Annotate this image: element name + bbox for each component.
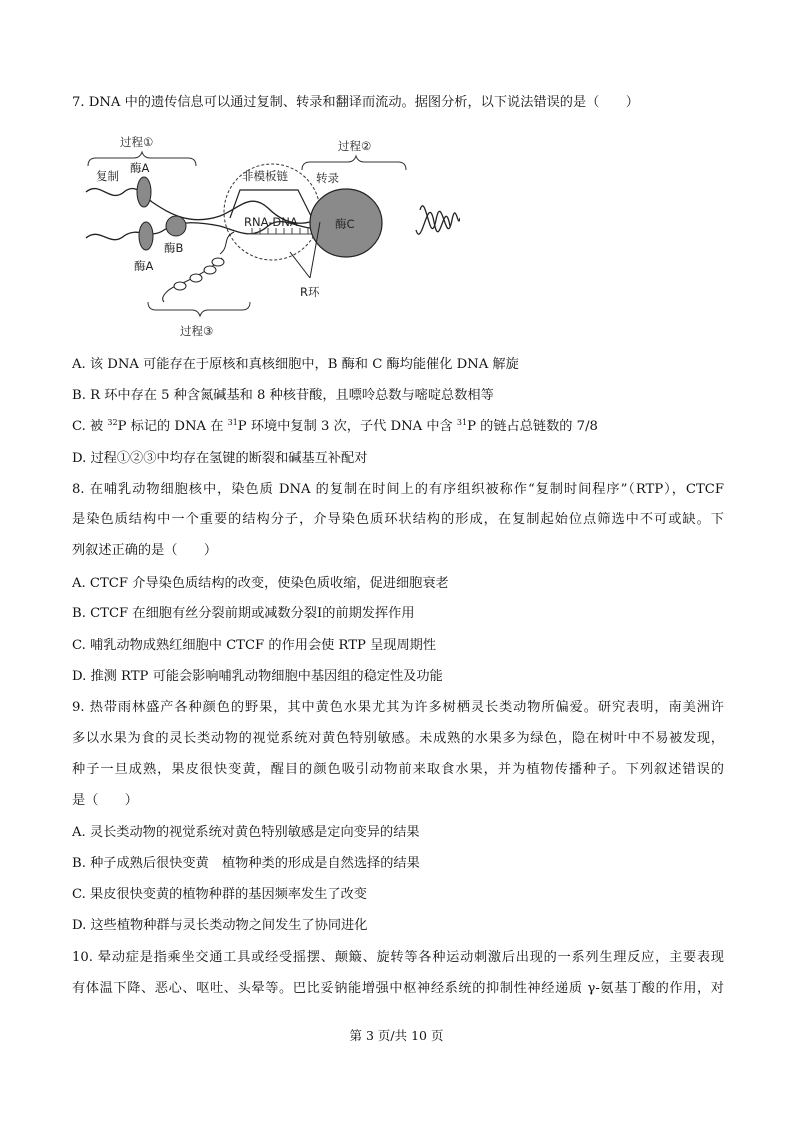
q8-option-c: C. 哺乳动物成熟红细胞中 CTCF 的作用会使 RTP 呈现周期性 [72,638,437,653]
q7-option-d: D. 过程①②③中均存在氢键的断裂和碱基互补配对 [72,451,368,466]
rna-dna-label: RNA-DNA [244,215,298,229]
q7-diagram [80,130,460,340]
process3-bracket [148,302,250,316]
enzyme-a-bottom-label: 酶A [134,259,154,273]
mrna-connector [220,232,234,254]
process1-label: 过程① [120,135,154,149]
q9-stem-line2: 多以水果为食的灵长类动物的视觉系统对黄色特别敏感。未成熟的水果多为绿色，隐在树叶中不易被发现， [72,731,724,746]
ribosomes [174,258,224,290]
enzyme-a-bottom-shape [139,222,153,250]
process2-label: 过程② [338,139,372,153]
q10-stem-line2: 有体温下降、恶心、呕吐、头晕等。巴比妥钠能增强中枢神经系统的抑制性神经递质 γ-氨基丁酸的作用，对 [72,981,724,996]
enzyme-b-shape [166,216,186,236]
q8-option-d: D. 推测 RTP 可能会影响哺乳动物细胞中基因组的稳定性及功能 [72,669,443,684]
q9-option-a: A. 灵长类动物的视觉系统对黄色特别敏感是定向变异的结果 [72,825,420,840]
process3-label: 过程③ [180,324,214,338]
q8-stem-line3: 列叙述正确的是（ ） [72,543,218,558]
q8-stem-line1: 8. 在哺乳动物细胞核中，染色质 DNA 的复制在时间上的有序组织被称作“复制时间程序”（RTP），CTCF [72,482,724,497]
replication-label: 复制 [96,169,119,183]
non-template-label: 非模板链 [242,169,288,183]
q9-stem-line4: 是（ ） [72,793,138,808]
q8-option-b: B. CTCF 在细胞有丝分裂前期或减数分裂Ⅰ的前期发挥作用 [72,606,415,621]
enzyme-a-top-label: 酶A [130,161,150,175]
q9-option-b: B. 种子成熟后很快变黄 植物种类的形成是自然选择的结果 [72,856,420,871]
page-footer: 第 3 页/共 10 页 [349,1028,444,1043]
transcription-label: 转录 [316,171,339,185]
q7-option-a: A. 该 DNA 可能存在于原核和真核细胞中，B 酶和 C 酶均能催化 DNA 解旋 [72,357,519,372]
process2-bracket [302,156,406,170]
r-loop-label: R环 [300,285,320,299]
dna-strand-bottom [86,222,345,240]
q7-option-b: B. R 环中存在 5 种含氮碱基和 8 种核苷酸，且嘌呤总数与嘧啶总数相等 [72,388,494,403]
q9-option-d: D. 这些植物种群与灵长类动物之间发生了协同进化 [72,918,368,933]
q7-option-c: C. 被 $^{32}$P 标记的 DNA 在 $^{31}$P 环境中复制 3 次，子代 DNA 中含 $^{31}$P 的链占总链数的 7/8 [72,418,598,434]
q9-stem-line3: 种子一旦成熟，果皮很快变黄，醒目的颜色吸引动物前来取食水果，并为植物传播种子。下列叙述错误的 [72,762,724,777]
enzyme-a-top-shape [137,177,151,207]
q8-option-a: A. CTCF 介导染色质结构的改变，使染色质收缩，促进细胞衰老 [72,576,449,591]
q7-stem: 7. DNA 中的遗传信息可以通过复制、转录和翻译而流动。据图分析，以下说法错误的是（ ） [72,95,639,110]
enzyme-c-label: 酶C [335,217,355,231]
q10-stem-line1: 10. 晕动症是指乘坐交通工具或经受摇摆、颠簸、旋转等各种运动刺激后出现的一系列生理反应，主要表现 [72,950,724,965]
q9-option-c: C. 果皮很快变黄的植物种群的基因频率发生了改变 [72,887,367,902]
q8-stem-line2: 是染色质结构中一个重要的结构分子，介导染色质环状结构的形成，在复制起始位点筛选中不可或缺。下 [72,512,724,527]
q9-stem-line1: 9. 热带雨林盛产各种颜色的野果，其中黄色水果尤其为许多树栖灵长类动物所偏爱。研究表明，南美洲许 [72,700,724,715]
enzyme-b-label: 酶B [164,241,184,255]
